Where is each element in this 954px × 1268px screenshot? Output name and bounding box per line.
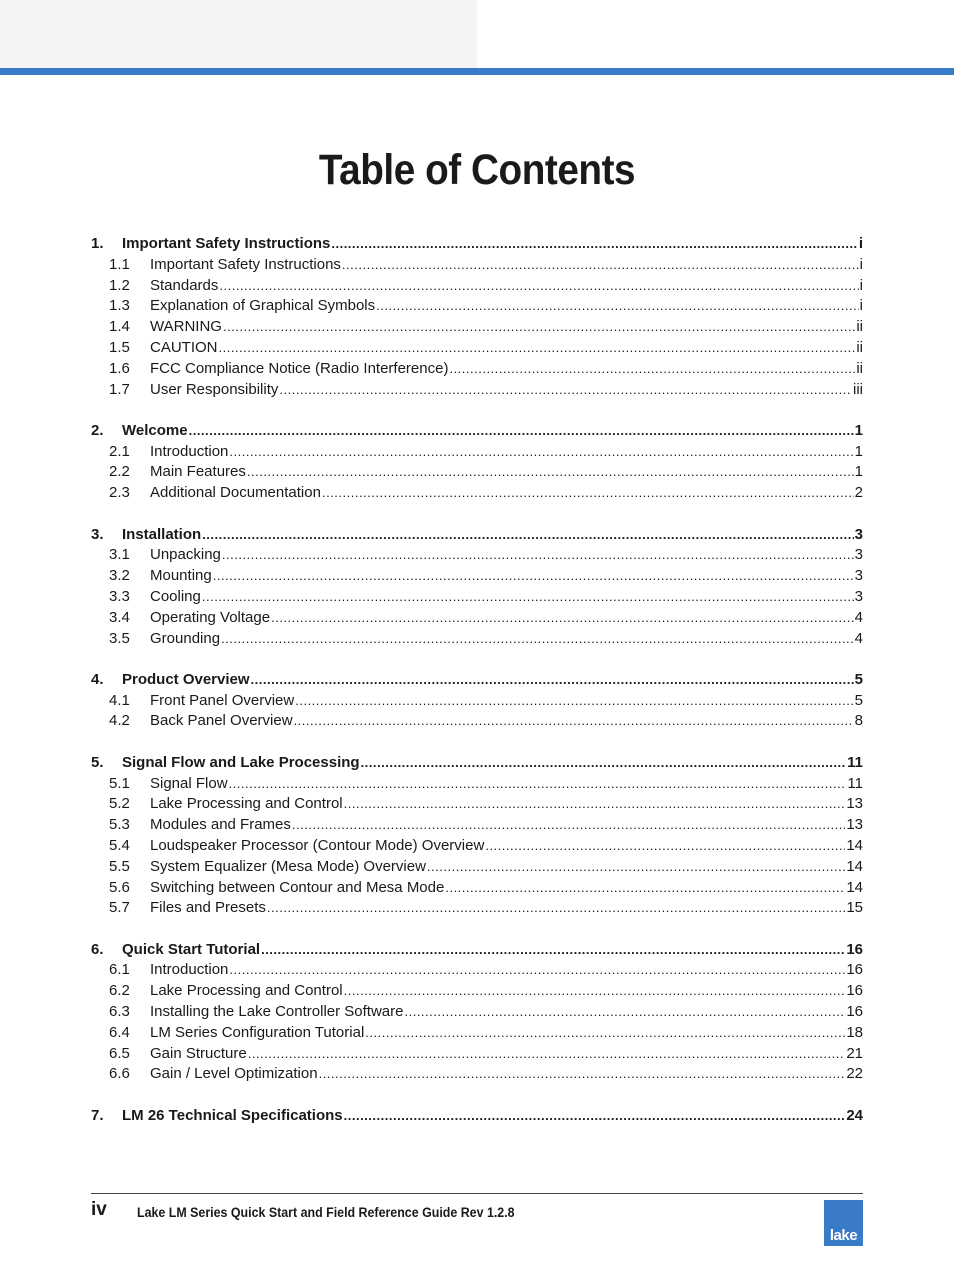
- toc-chapter-entry[interactable]: [91, 525, 863, 546]
- entry-page: 16: [846, 961, 863, 979]
- entry-label: Installation: [122, 525, 202, 543]
- entry-number: 2.2: [109, 463, 130, 481]
- toc-subsection-entry[interactable]: [91, 483, 863, 504]
- entry-page: 24: [846, 1106, 863, 1124]
- entry-number: 5.1: [109, 774, 130, 792]
- leader-dots: [219, 338, 856, 359]
- leader-dots: [219, 276, 858, 297]
- toc-subsection-entry[interactable]: [91, 774, 863, 795]
- entry-label: Front Panel Overview: [150, 691, 295, 709]
- footer-document-title: Lake LM Series Quick Start and Field Reference Guide Rev 1.2.8: [137, 1205, 515, 1220]
- toc-subsection-entry[interactable]: [91, 1023, 863, 1044]
- entry-label: Operating Voltage: [150, 608, 271, 626]
- leader-dots: [202, 525, 853, 546]
- entry-number: 1.4: [109, 318, 130, 336]
- entry-page: ii: [856, 338, 863, 356]
- toc-subsection-entry[interactable]: [91, 815, 863, 836]
- entry-page: 4: [854, 629, 863, 647]
- entry-number: 5.5: [109, 857, 130, 875]
- leader-dots: [229, 960, 845, 981]
- toc-section: [91, 525, 863, 650]
- entry-label: WARNING: [150, 318, 222, 336]
- toc-section: [91, 753, 863, 919]
- toc-subsection-entry[interactable]: [91, 276, 863, 297]
- entry-number: 4.: [91, 670, 104, 688]
- entry-label: Standards: [150, 276, 219, 294]
- header-accent-bar: [0, 68, 954, 75]
- footer-page-number: iv: [91, 1199, 107, 1220]
- entry-page: 3: [854, 546, 863, 564]
- toc-subsection-entry[interactable]: [91, 1064, 863, 1085]
- entry-number: 6.5: [109, 1044, 130, 1062]
- entry-label: Product Overview: [122, 670, 250, 688]
- entry-page: 2: [854, 484, 863, 502]
- entry-page: 1: [854, 463, 863, 481]
- entry-label: Additional Documentation: [150, 484, 321, 502]
- entry-page: 5: [854, 670, 863, 688]
- toc-subsection-entry[interactable]: [91, 255, 863, 276]
- entry-page: 16: [846, 940, 863, 958]
- leader-dots: [427, 857, 845, 878]
- toc-subsection-entry[interactable]: [91, 608, 863, 629]
- entry-page: 1: [854, 421, 863, 439]
- toc-subsection-entry[interactable]: [91, 566, 863, 587]
- leader-dots: [223, 317, 855, 338]
- entry-page: ii: [856, 318, 863, 336]
- toc-subsection-entry[interactable]: [91, 878, 863, 899]
- leader-dots: [271, 608, 854, 629]
- leader-dots: [344, 981, 846, 1002]
- entry-label: Welcome: [122, 421, 188, 439]
- toc-subsection-entry[interactable]: [91, 462, 863, 483]
- entry-label: Cooling: [150, 587, 201, 605]
- entry-number: 3.5: [109, 629, 130, 647]
- entry-number: 4.1: [109, 691, 130, 709]
- leader-dots: [376, 296, 859, 317]
- entry-number: 2.1: [109, 442, 130, 460]
- entry-page: i: [859, 276, 863, 294]
- entry-number: 2.: [91, 421, 104, 439]
- entry-number: 6.: [91, 940, 104, 958]
- entry-label: Mounting: [150, 567, 212, 585]
- entry-number: 6.1: [109, 961, 130, 979]
- entry-page: 16: [846, 1003, 863, 1020]
- entry-page: 1: [854, 442, 863, 460]
- header-tab: [0, 0, 477, 68]
- leader-dots: [331, 234, 857, 255]
- entry-page: 13: [846, 816, 863, 834]
- toc-subsection-entry[interactable]: [91, 794, 863, 815]
- leader-dots: [344, 1106, 846, 1127]
- entry-page: 13: [846, 795, 863, 813]
- toc-subsection-entry[interactable]: [91, 359, 863, 380]
- entry-number: 5.7: [109, 899, 130, 917]
- entry-label: Main Features: [150, 463, 246, 481]
- entry-page: 3: [854, 567, 863, 585]
- entry-label: Unpacking: [150, 546, 221, 564]
- entry-label: Back Panel Overview: [150, 712, 293, 730]
- toc-chapter-entry[interactable]: [91, 1106, 863, 1127]
- leader-dots: [189, 421, 854, 442]
- entry-page: 4: [854, 608, 863, 626]
- toc-subsection-entry[interactable]: [91, 981, 863, 1002]
- leader-dots: [344, 794, 846, 815]
- lake-logo-icon: [824, 1200, 863, 1246]
- entry-page: 8: [854, 712, 863, 730]
- entry-page: i: [859, 255, 863, 273]
- leader-dots: [202, 587, 854, 608]
- leader-dots: [221, 629, 854, 650]
- toc-chapter-entry[interactable]: [91, 421, 863, 442]
- entry-label: CAUTION: [150, 338, 218, 356]
- entry-label: FCC Compliance Notice (Radio Interference): [150, 359, 449, 377]
- toc-subsection-entry[interactable]: [91, 960, 863, 981]
- toc-subsection-entry[interactable]: [91, 898, 863, 919]
- leader-dots: [295, 691, 853, 712]
- toc-subsection-entry[interactable]: [91, 836, 863, 857]
- entry-number: 1.3: [109, 297, 130, 315]
- leader-dots: [319, 1064, 846, 1085]
- entry-label: Files and Presets: [150, 899, 266, 917]
- leader-dots: [213, 566, 854, 587]
- toc-section: [91, 940, 863, 1086]
- entry-page: ii: [856, 359, 863, 377]
- entry-page: 16: [846, 982, 863, 1000]
- entry-number: 3.4: [109, 608, 130, 626]
- entry-page: 22: [846, 1065, 863, 1083]
- entry-page: 14: [846, 836, 863, 854]
- toc-subsection-entry[interactable]: [91, 317, 863, 338]
- entry-page: 11: [847, 774, 863, 792]
- entry-page: 18: [846, 1023, 863, 1041]
- entry-label: User Responsibility: [150, 380, 279, 398]
- entry-label: Modules and Frames: [150, 816, 291, 834]
- entry-number: 5.2: [109, 795, 130, 813]
- footer-divider: [91, 1193, 863, 1194]
- toc-chapter-entry[interactable]: [91, 234, 863, 255]
- entry-number: 1.7: [109, 380, 130, 398]
- toc-chapter-entry[interactable]: [91, 670, 863, 691]
- entry-label: Quick Start Tutorial: [122, 940, 261, 958]
- entry-label: Gain Structure: [150, 1044, 247, 1062]
- entry-page: 3: [854, 587, 863, 605]
- entry-label: Important Safety Instructions: [150, 255, 341, 273]
- entry-number: 5.: [91, 753, 104, 771]
- entry-number: 5.4: [109, 836, 130, 854]
- entry-number: 1.: [91, 235, 104, 252]
- leader-dots: [229, 442, 853, 463]
- toc-chapter-entry[interactable]: [91, 753, 863, 774]
- leader-dots: [229, 774, 847, 795]
- entry-number: 5.6: [109, 878, 130, 896]
- entry-label: System Equalizer (Mesa Mode) Overview: [150, 857, 426, 875]
- toc-section: [91, 234, 863, 400]
- toc-subsection-entry[interactable]: [91, 1002, 863, 1023]
- leader-dots: [485, 836, 845, 857]
- entry-page: i: [859, 297, 863, 315]
- leader-dots: [261, 940, 845, 961]
- entry-number: 1.1: [109, 255, 130, 273]
- toc-subsection-entry[interactable]: [91, 711, 863, 732]
- entry-label: Installing the Lake Controller Software: [150, 1003, 404, 1020]
- entry-label: Signal Flow and Lake Processing: [122, 753, 360, 771]
- entry-label: Lake Processing and Control: [150, 795, 343, 813]
- toc-subsection-entry[interactable]: [91, 587, 863, 608]
- entry-page: iii: [853, 380, 863, 398]
- entry-page: 15: [846, 899, 863, 917]
- toc-subsection-entry[interactable]: [91, 545, 863, 566]
- leader-dots: [365, 1023, 845, 1044]
- leader-dots: [449, 359, 855, 380]
- toc-subsection-entry[interactable]: [91, 857, 863, 878]
- entry-number: 6.6: [109, 1065, 130, 1083]
- entry-label: LM Series Configuration Tutorial: [150, 1023, 365, 1041]
- entry-label: Gain / Level Optimization: [150, 1065, 318, 1083]
- entry-page: 14: [846, 878, 863, 896]
- entry-page: 21: [846, 1044, 863, 1062]
- entry-number: 3.: [91, 525, 104, 543]
- leader-dots: [222, 545, 854, 566]
- entry-number: 1.2: [109, 276, 130, 294]
- entry-label: Signal Flow: [150, 774, 228, 792]
- entry-page: 3: [854, 525, 863, 543]
- toc-subsection-entry[interactable]: [91, 629, 863, 650]
- entry-number: 6.4: [109, 1023, 130, 1041]
- entry-label: Explanation of Graphical Symbols: [150, 297, 376, 315]
- toc-section: [91, 1106, 863, 1127]
- leader-dots: [248, 1044, 846, 1065]
- entry-label: Grounding: [150, 629, 221, 647]
- entry-number: 5.3: [109, 816, 130, 834]
- entry-number: 3.2: [109, 567, 130, 585]
- entry-label: Introduction: [150, 442, 229, 460]
- entry-number: 3.3: [109, 587, 130, 605]
- entry-label: Switching between Contour and Mesa Mode: [150, 878, 445, 896]
- leader-dots: [361, 753, 847, 774]
- entry-label: Introduction: [150, 961, 229, 979]
- entry-label: Lake Processing and Control: [150, 982, 343, 1000]
- leader-dots: [251, 670, 854, 691]
- toc-section: [91, 670, 863, 732]
- toc-subsection-entry[interactable]: [91, 1044, 863, 1065]
- entry-label: Loudspeaker Processor (Contour Mode) Overview: [150, 836, 485, 854]
- leader-dots: [342, 255, 859, 276]
- entry-number: 7.: [91, 1106, 104, 1124]
- leader-dots: [294, 711, 854, 732]
- entry-page: 11: [847, 753, 863, 771]
- leader-dots: [292, 815, 845, 836]
- leader-dots: [247, 462, 854, 483]
- toc-chapter-entry[interactable]: [91, 940, 863, 961]
- entry-number: 1.5: [109, 338, 130, 356]
- entry-number: 4.2: [109, 712, 130, 730]
- entry-page: 14: [846, 857, 863, 875]
- leader-dots: [322, 483, 854, 504]
- toc-section: [91, 421, 863, 504]
- entry-page: i: [858, 235, 863, 252]
- toc-subsection-entry[interactable]: [91, 338, 863, 359]
- entry-label: LM 26 Technical Specifications: [122, 1106, 343, 1124]
- entry-number: 6.2: [109, 982, 130, 1000]
- leader-dots: [445, 878, 845, 899]
- toc-subsection-entry[interactable]: [91, 691, 863, 712]
- toc-subsection-entry[interactable]: [91, 296, 863, 317]
- entry-label: Important Safety Instructions: [122, 235, 331, 252]
- toc-subsection-entry[interactable]: [91, 380, 863, 401]
- entry-number: 3.1: [109, 546, 130, 564]
- leader-dots: [279, 380, 852, 401]
- entry-number: 2.3: [109, 484, 130, 502]
- logo-text: lake: [829, 1227, 858, 1244]
- leader-dots: [404, 1002, 845, 1023]
- table-of-contents: [91, 234, 863, 1147]
- leader-dots: [267, 898, 845, 919]
- entry-number: 1.6: [109, 359, 130, 377]
- page-title: Table of Contents: [318, 146, 636, 194]
- toc-subsection-entry[interactable]: [91, 442, 863, 463]
- entry-page: 5: [854, 691, 863, 709]
- entry-number: 6.3: [109, 1003, 130, 1020]
